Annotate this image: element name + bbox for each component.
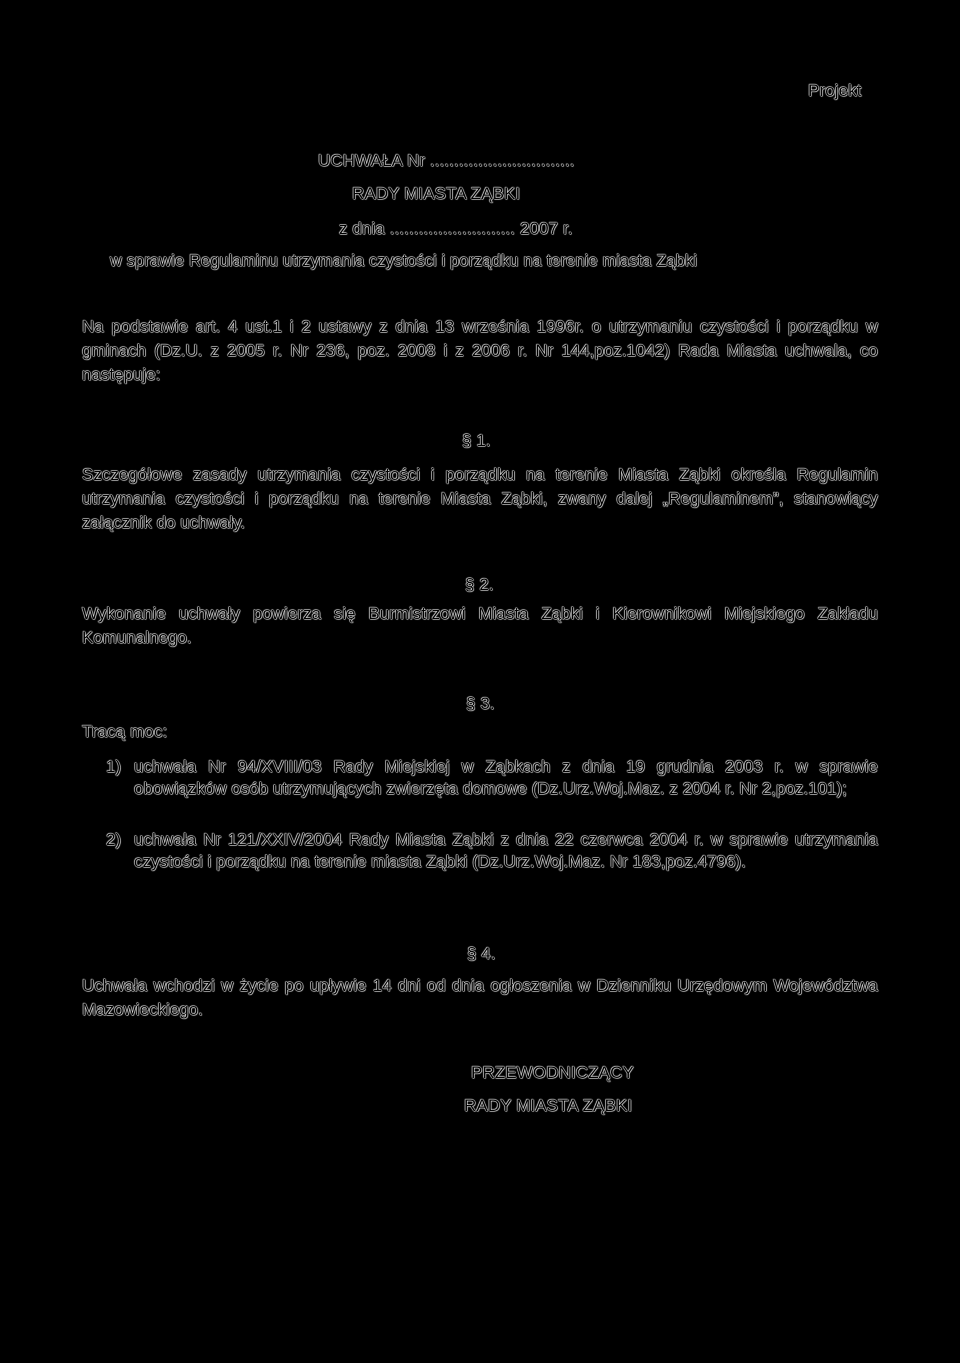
list-item	[106, 829, 878, 901]
list-item	[106, 756, 878, 828]
subject-line: w sprawie Regulaminu utrzymania czystości i porządku na terenie miasta Ząbki	[110, 252, 698, 270]
resolution-title: UCHWAŁA Nr ..............................	[318, 151, 575, 170]
signature-role: PRZEWODNICZĄCY	[471, 1063, 634, 1082]
section-3-heading: § 3.	[466, 694, 495, 713]
section-4-text: Uchwała wchodzi w życie po upływie 14 dni od dnia ogłoszenia w Dzienniku Urzędowym Województwa Mazowieckiego.	[82, 976, 878, 1019]
list-item-text: uchwała Nr 121/XXIV/2004 Rady Miasta Ząbki z dnia 22 czerwca 2004 r. w sprawie utrzymania czystości i porządku na terenie miasta Ząbki (Dz.Urz.Woj.Maz. Nr 183,poz.4796).	[134, 830, 878, 871]
section-2-text: Wykonanie uchwały powierza się Burmistrzowi Miasta Ząbki i Kierownikowi Miejskiego Zakładu Komunalnego.	[82, 604, 878, 647]
section-2-heading: § 2.	[465, 575, 494, 594]
section-1-heading: § 1.	[462, 431, 491, 450]
section-3-intro: Tracą moc:	[82, 722, 168, 741]
council-name: RADY MIASTA ZĄBKI	[352, 184, 521, 203]
projekt-label: Projekt	[808, 81, 862, 100]
section-4-heading: § 4.	[467, 944, 496, 963]
signature-body: RADY MIASTA ZĄBKI	[464, 1096, 633, 1115]
list-item-number: 2)	[106, 830, 122, 849]
list-item-number: 1)	[106, 757, 122, 776]
section-1-text: Szczegółowe zasady utrzymania czystości i porządku na terenie Miasta Ząbki określa Regulamin utrzymania czystości i porządku na terenie Miasta Ząbki, zwany dalej „Regulaminem”, stanowiący załącznik do uchwały.	[82, 465, 878, 532]
preamble-text: Na podstawie art. 4 ust.1 i 2 ustawy z dnia 13 września 1996r. o utrzymaniu czystości i porządku w gminach (Dz.U. z 2005 r. Nr 236, poz. 2008 i z 2006 r. Nr 144,poz.1042) Rada Miasta uchwala, co następuje:	[82, 317, 878, 384]
date-line: z dnia .......................... 2007 r.	[339, 219, 573, 238]
list-item-text: uchwała Nr 94/XVIII/03 Rady Miejskiej w Ząbkach z dnia 19 grudnia 2003 r. w sprawie obowiązków osób utrzymujących zwierzęta domowe (Dz.Urz.Woj.Maz. z 2004 r. Nr 2,poz.101);	[134, 757, 878, 798]
